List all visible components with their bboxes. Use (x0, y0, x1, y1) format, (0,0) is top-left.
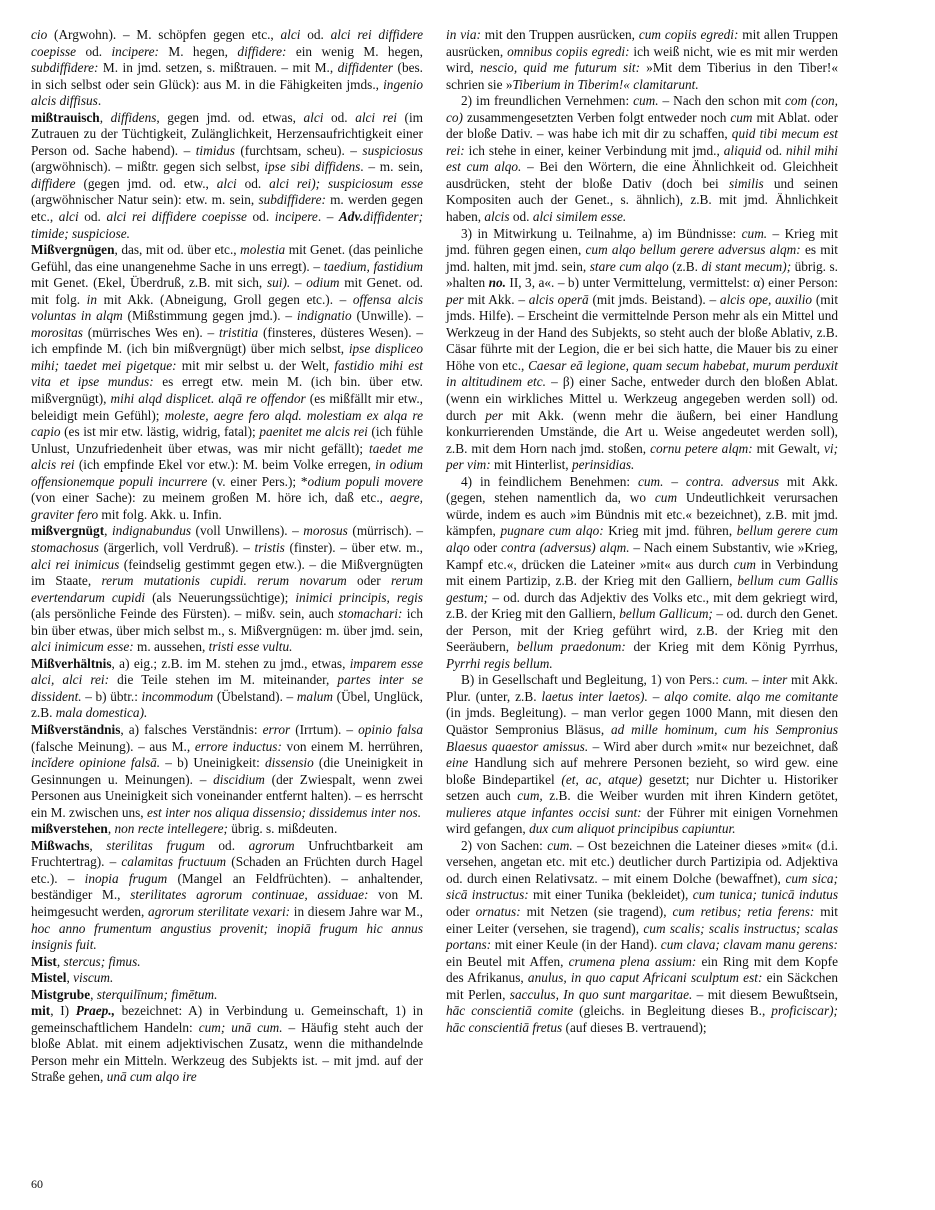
dictionary-entry: Mistel, viscum. (31, 970, 114, 986)
dictionary-entry: Mistgrube, sterquilīnum; fimētum. (31, 986, 218, 1002)
right-column (446, 27, 838, 1036)
left-column (31, 27, 423, 1086)
dictionary-entry: mißvergnügt, indignabundus (voll Unwillens). – morosus (mürrisch). – stomachosus (ärgerlich, voll Verdruß). – tristis (finster). – über etw. m., alci rei inimicus (feindselig gestimmt gegen etw.). – die Mißvergnügten im Staate, rerum mutationis cupidi. rerum novarum oder rerum evertendarum cupidi (als Neuerungssüchtige); inimici principis, regis (als persönliche Feinde des Fürsten). – mißv. sein, auch stomachari: ich bin über etwas, über mich selbst m., s. Mißvergnügen: m. über jmd. sein, alci inimicum esse: m. aussehen, tristi esse vultu. (31, 523, 424, 655)
dictionary-entry: Mist, stercus; fimus. (31, 953, 141, 969)
dictionary-entry: in via: mit den Truppen ausrücken, cum copiis egredi: mit allen Truppen ausrücken, omnibus copiis egredi: ich weiß nicht, wie es mit mir werden wird, nescio, quid me futurum sit: »Mit dem Tiberius in den Tiber!« schrien sie »Tiberium in Tiberim!« clamitarunt. (446, 27, 838, 92)
dictionary-entry: 3) in Mitwirkung u. Teilnahme, a) im Bündnisse: cum. – Krieg mit jmd. führen gegen einen, cum alqo bellum gerere adversus alqm: es mit jmd. halten, mit jmd. sein, stare cum alqo (z.B. di stant mecum); übrig. s. »halten no. II, 3, a«. – b) unter Vermittelung, vermittelst: α) einer Person: per mit Akk. – alcis operā (mit jmds. Beistand). – alcis ope, auxilio (mit jmds. Hilfe). – Erscheint die vermittelnde Person mehr als ein Mittel und Werkzeug in der Hand des Subjekts, so steht auch der bloße Ablativ, z.B. Cäsar führte mit der Legion, die er bei sich hatte, die Mauer bis zu einer Höhe von etc., Caesar eā legione, quam secum habebat, murum perduxit in altitudinem etc. – β) einer Sache, entweder durch den bloßen Ablat. (wenn ein wirkliches Mittel u. Werkzeug angegeben werden soll) od. durch per mit Akk. (wenn mehr die äußern, bei einer Handlung konkurrierenden Umstände, die Art u. Weise angedeutet werden soll), z.B. mit dem Horn nach jmd. stoßen, cornu petere alqm: mit Gewalt, vi; per vim: mit Hinterlist, perinsidias. (446, 225, 839, 473)
dictionary-entry: 2) von Sachen: cum. – Ost bezeichnen die Lateiner dieses »mit« (d.i. versehen, angetan etc. mit etc.) deutlicher durch Partizipia od. Adjektiva od. durch einen Relativsatz. – mit einem Dolche (bewaffnet), cum sica; sicā instructus: mit einer Tunika (bekleidet), cum tunica; tunicā indutus oder ornatus: mit Netzen (sie tragend), cum retibus; retia ferens: mit einer Leiter (versehen, sie tragend), cum scalis; scalis instructus; scalas portans: mit einer Keule (in der Hand). cum clava; clavam manu gerens: ein Beutel mit Affen, crumena plena assium: ein Ring mit dem Kopfe des Afrikanus, anulus, in quo caput Africani sculptum est: ein Säckchen mit Perlen, sacculus, In quo sunt margaritae. – mit diesem Bewußtsein, hāc conscientiā comite (gleichs. in Begleitung dieses B., proficiscar); hāc conscientiā fretus (auf dieses B. vertrauend); (446, 837, 839, 1035)
dictionary-entry: 2) im freundlichen Vernehmen: cum. – Nach den schon mit com (con, co) zusammengesetzten Verben folgt entweder noch cum mit Ablat. oder der bloße Dativ. – was habe ich mit dir zu schaffen, quid tibi mecum est rei: ich stehe in einer, keiner Verbindung mit jmd., aliquid od. nihil mihi est cum alqo. – Bei den Wörtern, die eine Ähnlichkeit od. Gleichheit ausdrücken, steht der bloße Dativ (doch bei similis und seinen Kompositen auch der Genet., s. ähnlich), z.B. mit jmd. Ähnlichkeit haben, alcis od. alci similem esse. (446, 93, 838, 225)
dictionary-entry: cio (Argwohn). – M. schöpfen gegen etc., alci od. alci rei diffidere coepisse od. incipere: M. hegen, diffidere: ein wenig M. hegen, subdiffidere: M. in jmd. setzen, s. mißtrauen. – mit M., diffidenter (bes. in sich selbst oder sein Glück): aus M. in die Fähigkeiten jmds., ingenio alcis diffisus. (31, 27, 423, 109)
dictionary-entry: mißverstehen, non recte intellegere; übrig. s. mißdeuten. (31, 821, 338, 837)
dictionary-entry: Mißvergnügen, das, mit od. über etc., molestia mit Genet. (das peinliche Gefühl, das eine unangenehme Sache in uns erregt). – taedium, fastidium mit Genet. (Ekel, Überdruß, z.B. mit sich, sui). – odium mit Genet. od. mit folg. in mit Akk. (Abneigung, Groll gegen etc.). – offensa alcis voluntas in alqm (Mißstimmung gegen jmd.). – indignatio (Unwille). – morositas (mürrisches Wes en). – tristitia (finsteres, düsteres Wesen). – ich empfinde M. (ich bin mißvergnügt) über mich selbst, ipse displiceo mihi; taedet mei pigetque: mit mir selbst u. der Welt, fastidio mihi est vita et ipse mundus: es erregt etw. mein M. (ich bin. über etw. mißvergnügt), mihi alqd displicet. alqā re offendor (es mißfällt mir etw., beleidigt mein Gefühl); moleste, aegre fero alqd. molestiam ex alqa re capio (es ist mir etw. lästig, widrig, fatal); paenitet me alcis rei (ich fühle Unlust, Unzufriedenheit über etwas, was mir nicht gefällt); taedet me alcis rei (ich empfinde Ekel vor etw.): M. beim Volke erregen, in odium offensionemque populi incurrere (v. einer Pers.); *odium populi movere (von einer Sache): zu meinem großen M. höre ich, daß etc., aegre, graviter fero mit folg. Akk. u. Infin. (31, 242, 424, 522)
dictionary-entry: B) in Gesellschaft und Begleitung, 1) von Pers.: cum. – inter mit Akk. Plur. (unter, z.B. laetus inter laetos). – alqo comite. alqo me comitante (in jmds. Begleitung). – man verlor gegen 1000 Mann, mit diesen den Quästor Sempronius Bläsus, ad mille hominum, cum his Sempronius Blaesus quaestor amissus. – Wird aber durch »mit« nur bezeichnet, daß eine Handlung sich auf mehrere Personen bezieht, so wird gew. eine bloße Bindepartikel (et, ac, atque) gesetzt; nur Dichter u. Historiker setzen auch cum, z.B. die Weiber wurden mit ihren Kindern getötet, mulieres atque infantes occisi sunt: der Führer mit einigen Vornehmen wird gefangen, dux cum aliquot principibus capiuntur. (446, 672, 839, 837)
page-number: 60 (31, 1177, 43, 1191)
dictionary-entry: Mißverhältnis, a) eig.; z.B. im M. stehen zu jmd., etwas, imparem esse alci, alci rei: die Teile stehen im M. miteinander, partes inter se dissident. – b) übtr.: incommodum (Übelstand). – malum (Übel, Unglück, z.B. mala domestica). (31, 655, 423, 721)
dictionary-entry: 4) in feindlichem Benehmen: cum. – contra. adversus mit Akk. (gegen, stehen namentlich da, wo cum Undeutlichkeit verursachen würde, indem es auch »im Bündnis mit etc.« bezeichnet), z.B. mit jmd. kämpfen, pugnare cum alqo: Krieg mit jmd. führen, bellum gerere cum alqo oder contra (adversus) alqm. – Nach einem Substantiv, wie »Krieg, Kampf etc.«, drücken die Lateiner »mit« aus durch cum in Verbindung mit einem Partizip, z.B. der Krieg mit den Galliern, bellum cum Gallis gestum; – od. durch das Adjektiv des Volks etc., mit dem gekriegt wird, z.B. der Krieg mit den Galliern, bellum Gallicum; – od. durch den Genet. der Person, mit der Krieg geführt wird, z.B. der Krieg mit den Seeräubern, bellum praedonum: der Krieg mit dem König Pyrrhus, Pyrrhi regis bellum. (446, 473, 839, 671)
dictionary-entry: mißtrauisch, diffidens, gegen jmd. od. etwas, alci od. alci rei (im Zutrauen zu der Tüchtigkeit, Zulänglichkeit, Herzensaufrichtigkeit einer Person od. Sache habend). – timidus (furchtsam, scheu). – suspiciosus (argwöhnisch). – mißtr. gegen sich selbst, ipse sibi diffidens. – m. sein, diffidere (gegen jmd. od. etw., alci od. alci rei); suspiciosum esse (argwöhnischer Natur sein): etw. m. sein, subdiffidere: m. werden gegen etc., alci od. alci rei diffidere coepisse od. incipere. – Adv.diffidenter; timide; suspiciose. (31, 109, 423, 241)
dictionary-entry: mit, I) Praep., bezeichnet: A) in Verbindung u. Gemeinschaft, 1) in gemeinschaftlichem Handeln: cum; unā cum. – Häufig steht auch der bloße Ablat. mit einem adjektivischen Zusatz, wenn die mithandelnde Person mehr ein Mitteln. Werkzeug des Subjekts ist. – mit jmd. auf der Straße gehen, unā cum alqo ire (31, 1003, 423, 1085)
dictionary-entry: Mißwachs, sterilitas frugum od. agrorum Unfruchtbarkeit am Fruchtertrag). – calamitas fructuum (Schaden an Früchten durch Hagel etc.). – inopia frugum (Mangel an Feldfrüchten). – anhaltender, beständiger M., sterilitates agrorum continuae, assiduae: von M. heimgesucht werden, agrorum sterilitate vexari: in diesem Jahre war M., hoc anno frumentum angustius provenit; inopiā frugum hic annus insignis fuit. (31, 837, 424, 953)
dictionary-entry: Mißverständnis, a) falsches Verständnis: error (Irrtum). – opinio falsa (falsche Meinung). – aus M., errore inductus: von einem M. herrühren, incĭdere opinione falsā. – b) Uneinigkeit: dissensio (die Uneinigkeit in Gesinnungen u. Meinungen). – discidium (der Zwiespalt, wenn zwei Personen aus Uneinigkeit sich voneinander entfernt halten). – es herrscht ein M. zwischen uns, est inter nos aliqua dissensio; dissidemus inter nos. (31, 721, 424, 820)
